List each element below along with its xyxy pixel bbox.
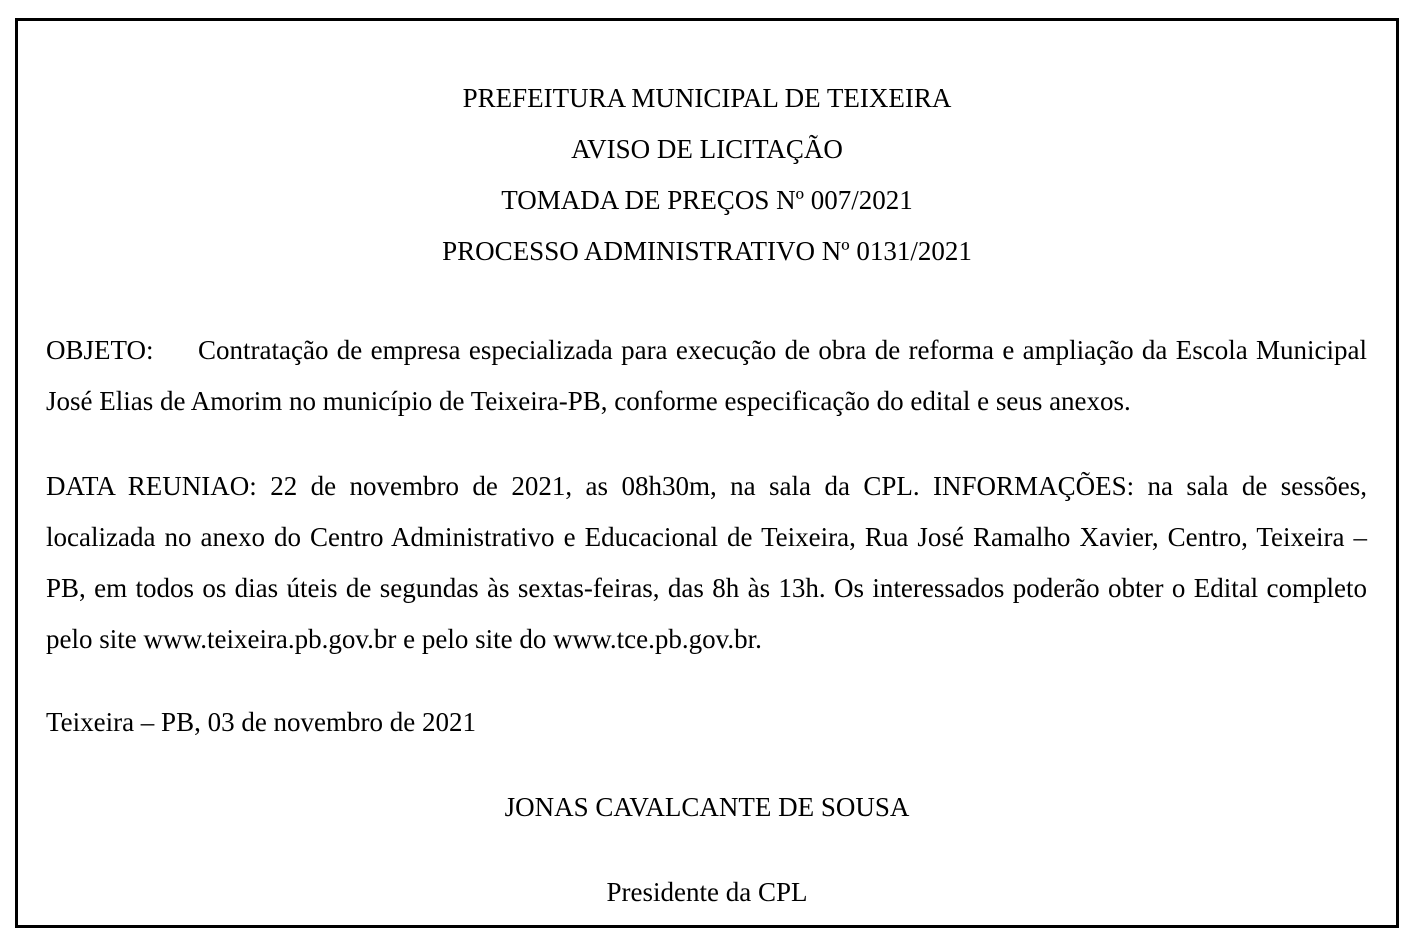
header-tender-number: TOMADA DE PREÇOS Nº 007/2021 (501, 185, 913, 215)
objeto-label: OBJETO: (46, 335, 154, 365)
header-process-number: PROCESSO ADMINISTRATIVO Nº 0131/2021 (442, 236, 972, 266)
reuniao-paragraph: DATA REUNIAO: 22 de novembro de 2021, as 08h30m, na sala da CPL. INFORMAÇÕES: na sala de sessões, localizada no anexo do Centro Administrativo e Educacional de Teixeira, Rua José Ramalho Xavier, Centro, Teixeira – PB, em todos os dias úteis de segundas às sextas-feiras, das 8h às 13h. Os interessados poderão obter o Edital completo pelo site www.teixeira.pb.gov.br e pelo site do www.tce.pb.gov.br. (46, 471, 1367, 654)
objeto-paragraph (46, 325, 1367, 427)
header-notice-type: AVISO DE LICITAÇÃO (571, 134, 843, 164)
signer-role: Presidente da CPL (606, 877, 808, 907)
place-date: Teixeira – PB, 03 de novembro de 2021 (46, 707, 477, 737)
header-municipality: PREFEITURA MUNICIPAL DE TEIXEIRA (462, 83, 952, 113)
notice-header (18, 73, 1396, 277)
notice-frame (15, 18, 1399, 928)
signer-name: JONAS CAVALCANTE DE SOUSA (504, 792, 910, 822)
objeto-text: Contratação de empresa especializada para execução de obra de reforma e ampliação da Escola Municipal José Elias de Amorim no município de Teixeira-PB, conforme especificação do edital e seus anexos. (46, 335, 1367, 416)
